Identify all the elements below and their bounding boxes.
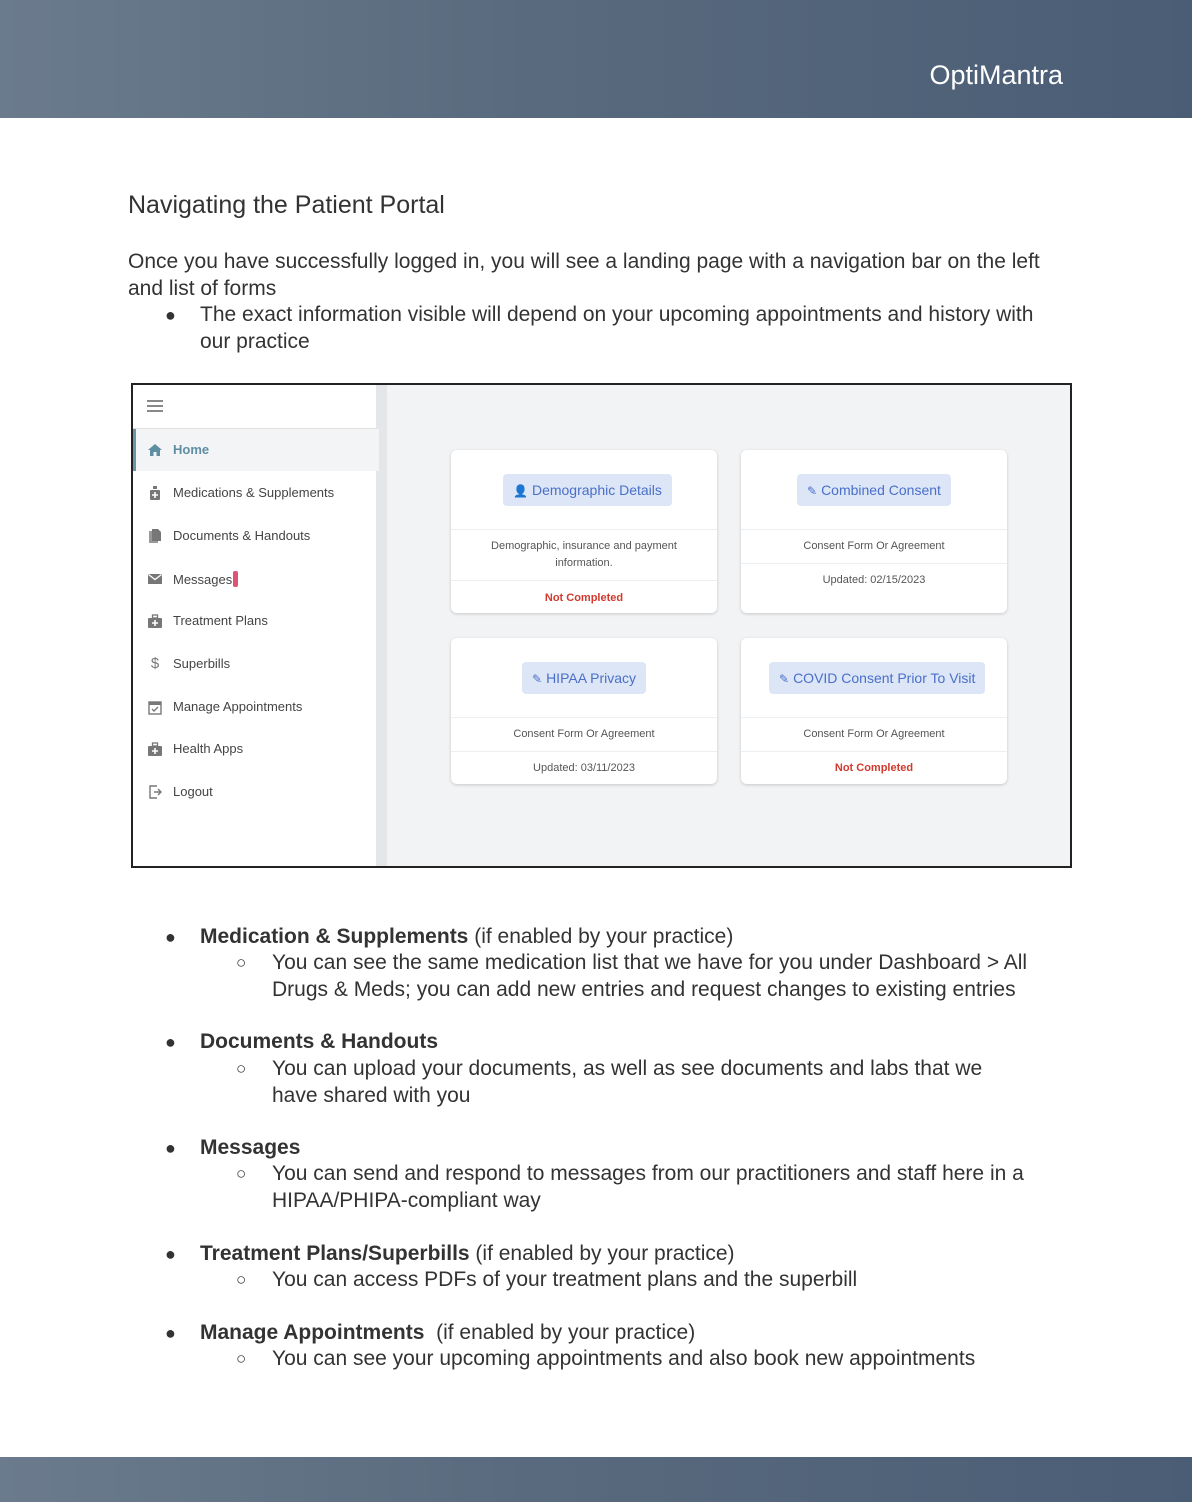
demographic-details-button[interactable]: 👤 Demographic Details [503, 474, 672, 506]
unread-badge [233, 571, 238, 587]
medical-bag-icon [147, 741, 163, 757]
bullet-dot: ● [165, 305, 176, 325]
card-status: Not Completed [834, 762, 914, 774]
section-heading: Medication & Supplements (if enabled by your practice) [200, 925, 734, 948]
dollar-icon: $ [150, 655, 160, 672]
calendar-check-icon [147, 699, 163, 715]
pencil-icon: ✎ [532, 672, 543, 686]
home-icon [147, 442, 163, 458]
nav-item-logout[interactable] [133, 771, 376, 813]
portal-sidebar [133, 385, 387, 866]
form-card-demographic [451, 450, 717, 613]
nav-label: Manage Appointments [173, 699, 303, 714]
divider [741, 717, 1007, 718]
sub-bullet-circle: ○ [236, 1059, 247, 1078]
form-card-hipaa-privacy [451, 638, 717, 784]
card-description: Consent Form Or Agreement [803, 540, 945, 552]
hamburger-menu-icon[interactable] [147, 400, 163, 415]
divider [451, 529, 717, 530]
nav-label: Superbills [173, 656, 231, 671]
sub-bullet-circle: ○ [236, 953, 247, 972]
section-heading: Documents & Handouts [200, 1030, 439, 1053]
brand-name: OptiMantra [929, 60, 1063, 90]
sub-bullet-circle: ○ [236, 1164, 247, 1183]
nav-item-treatment-plans[interactable] [133, 600, 376, 642]
section-description: You can upload your documents, as well as see documents and labs that we have shared with you [272, 1057, 983, 1107]
bullet-dot: ● [165, 1138, 176, 1158]
medication-icon [147, 485, 163, 501]
page-header [0, 0, 1192, 118]
nav-label: Messages [173, 571, 238, 587]
nav-item-medications[interactable] [133, 472, 376, 514]
bullet-dot: ● [165, 1244, 176, 1264]
divider [451, 580, 717, 581]
nav-item-messages[interactable] [133, 558, 376, 600]
nav-label: Documents & Handouts [173, 528, 311, 543]
nav-label: Logout [173, 784, 213, 799]
medical-bag-icon [147, 613, 163, 629]
bullet-dot: ● [165, 1323, 176, 1343]
section-description: You can access PDFs of your treatment plans and the superbill [272, 1268, 858, 1291]
covid-consent-button[interactable]: ✎ COVID Consent Prior To Visit [769, 662, 985, 694]
nav-item-home[interactable] [133, 429, 379, 471]
form-card-covid-consent [741, 638, 1007, 784]
card-description: Consent Form Or Agreement [803, 728, 945, 740]
nav-item-manage-appointments[interactable] [133, 686, 376, 728]
divider [741, 563, 1007, 564]
section-description: You can see the same medication list that we have for you under Dashboard > All Drugs & Meds; you can add new entries and request changes to existing entries [272, 951, 1028, 1001]
divider [451, 751, 717, 752]
sub-bullet-circle: ○ [236, 1349, 247, 1368]
nav-item-superbills[interactable] [133, 643, 376, 685]
logout-icon [147, 784, 163, 800]
pencil-icon: ✎ [807, 484, 818, 498]
nav-label: Home [173, 442, 210, 457]
hipaa-privacy-button[interactable]: ✎ HIPAA Privacy [522, 662, 646, 694]
nav-item-health-apps[interactable] [133, 728, 376, 770]
divider [451, 717, 717, 718]
page-footer [0, 1457, 1192, 1502]
pencil-icon: ✎ [779, 672, 790, 686]
bullet-dot: ● [165, 927, 176, 947]
mail-icon [147, 571, 163, 587]
card-status: Updated: 02/15/2023 [822, 574, 926, 586]
card-status: Not Completed [544, 592, 624, 604]
section-heading: Manage Appointments (if enabled by your practice) [200, 1321, 696, 1344]
divider [741, 751, 1007, 752]
section-heading: Treatment Plans/Superbills (if enabled by your practice) [200, 1242, 735, 1265]
nav-label: Treatment Plans [173, 613, 268, 628]
card-description: Consent Form Or Agreement [513, 728, 655, 740]
nav-label: Health Apps [173, 741, 244, 756]
section-heading: Messages [200, 1136, 301, 1159]
bullet-dot: ● [165, 1032, 176, 1052]
intro-bullet: The exact information visible will depend on your upcoming appointments and history with our practice [200, 303, 1034, 353]
divider [741, 529, 1007, 530]
section-description: You can see your upcoming appointments and also book new appointments [272, 1347, 976, 1370]
user-icon: 👤 [513, 484, 528, 498]
documents-icon [147, 528, 163, 544]
portal-screenshot [131, 383, 1072, 868]
form-card-combined-consent [741, 450, 1007, 613]
card-status: Updated: 03/11/2023 [533, 762, 635, 774]
combined-consent-button[interactable]: ✎ Combined Consent [797, 474, 951, 506]
nav-item-documents[interactable] [133, 515, 376, 557]
sub-bullet-circle: ○ [236, 1270, 247, 1289]
page-title: Navigating the Patient Portal [128, 191, 445, 219]
nav-label: Medications & Supplements [173, 485, 335, 500]
intro-paragraph: Once you have successfully logged in, you will see a landing page with a navigation bar on the left and list of forms [128, 250, 1040, 300]
section-description: You can send and respond to messages from our practitioners and staff here in a HIPAA/PHIPA-compliant way [272, 1162, 1024, 1212]
card-description: Demographic, insurance and payment information. [491, 540, 677, 569]
